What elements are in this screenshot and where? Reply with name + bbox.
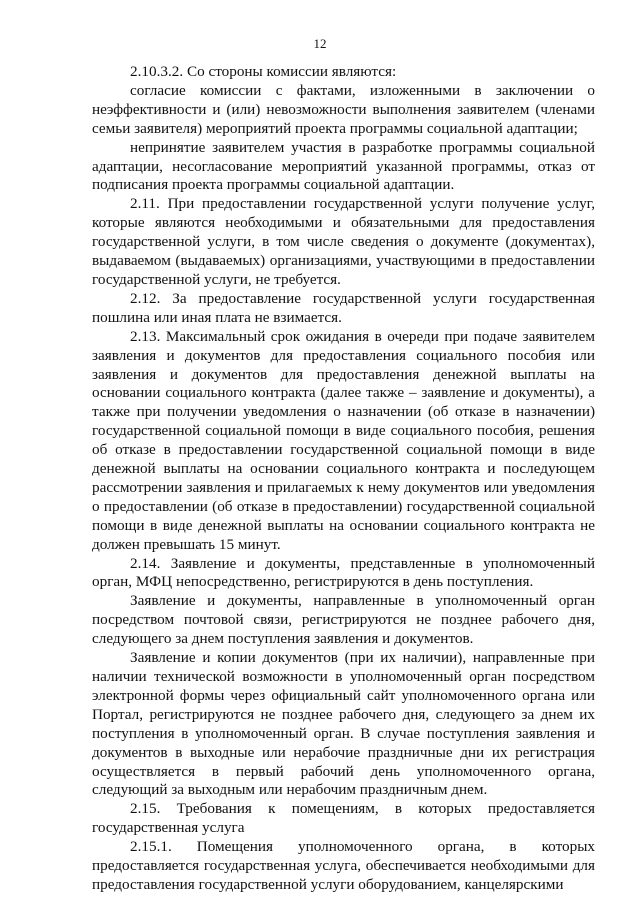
paragraph-electronic-registration: Заявление и копии документов (при их наличии), направленные при наличии технической возможности в уполномоченный орган посредством электронной формы через официальный сайт уполномоченного органа или Портал, регистрируются не позднее рабочего дня, следующего за днем их поступления в уполномоченный орган. В случае поступления заявления и документов в выходные или нерабочие праздничные дни их регистрация осуществляется в первый рабочий день уполномоченного органа, следующий за выходным или нерабочим праздничным днем.: [92, 649, 595, 799]
paragraph-2-14: 2.14. Заявление и документы, представленные в уполномоченный орган, МФЦ непосредственно, регистрируются в день поступления.: [92, 554, 595, 591]
paragraph-commission-agreement: согласие комиссии с фактами, изложенными в заключении о неэффективности и (или) невозможности выполнения заявителем (членами семьи заявителя) мероприятий проекта программы социальной адаптации;: [92, 81, 595, 137]
paragraph-2-11: 2.11. При предоставлении государственной услуги получение услуг, которые являются необходимыми и обязательными для предоставления государственной услуги, в том числе сведения о документе (документах), выдаваемом (выдаваемых) организациями, участвующими в предоставлении государственной услуги, не требуется.: [92, 195, 595, 288]
paragraph-2-10-3-2: 2.10.3.2. Со стороны комиссии являются:: [130, 63, 397, 80]
paragraph-2-12: 2.12. За предоставление государственной услуги государственная пошлина или иная плата не взимается.: [92, 289, 595, 326]
paragraph-applicant-refusal: непринятие заявителем участия в разработке программы социальной адаптации, несогласование мероприятий указанной программы, отказ от подписания проекта программы социальной адаптации.: [92, 138, 595, 194]
paragraph-2-13: 2.13. Максимальный срок ожидания в очереди при подаче заявителем заявления и документов для предоставления социального пособия или заявления и документов для предоставления денежной выплаты на основании социального контракта (далее также – заявление и документы), а также при получении уведомления о назначении (об отказе в назначении) государственной социальной помощи в виде социального пособия, решения об отказе в предоставлении государственной социальной помощи в виде денежной выплаты на основании социального контракта и последующем рассмотрении заявления и прилагаемых к нему документов или уведомления о предоставлении (об отказе в предоставлении) государственной социальной помощи в виде денежной выплаты на основании социального контракта не должен превышать 15 минут.: [92, 327, 595, 553]
paragraph-2-15-1: 2.15.1. Помещения уполномоченного органа, в которых предоставляется государственная услуга, обеспечивается необходимыми для предоставления государственной услуги оборудованием, канцелярскими: [92, 838, 595, 893]
paragraph-postal-registration: Заявление и документы, направленные в уполномоченный орган посредством почтовой связи, регистрируются не позднее рабочего дня, следующего за днем поступления заявления и документов.: [92, 592, 595, 648]
paragraph-2-15: 2.15. Требования к помещениям, в которых предоставляется государственная услуга: [92, 800, 595, 837]
page-number: 12: [313, 36, 327, 51]
document-body: [92, 63, 595, 895]
